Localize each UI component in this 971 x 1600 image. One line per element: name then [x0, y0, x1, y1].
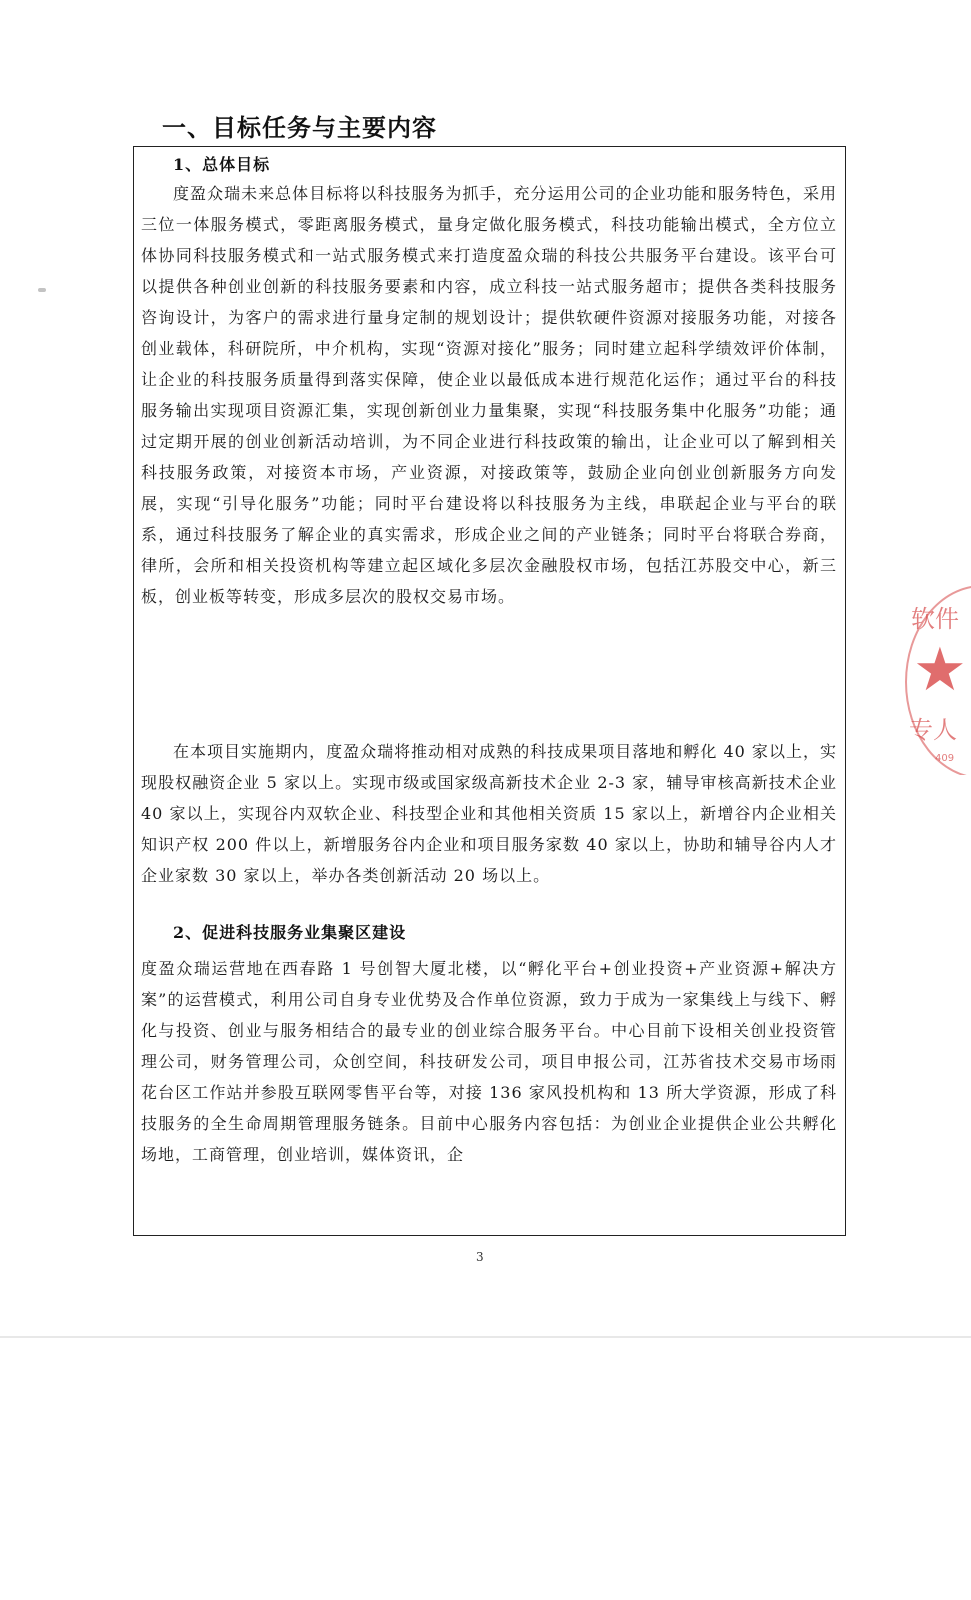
seal-text-bottom: 专人	[909, 716, 957, 744]
scan-edge-line	[0, 1336, 971, 1338]
subsection-title-cluster-construction: 2、促进科技服务业集聚区建设	[173, 923, 407, 942]
section-heading: 一、目标任务与主要内容	[162, 114, 437, 142]
red-seal-stamp	[905, 585, 971, 775]
subsection-title-overall-goal: 1、总体目标	[173, 155, 271, 174]
overall-goal-paragraph: 度盈众瑞未来总体目标将以科技服务为抓手，充分运用公司的企业功能和服务特色，采用三位一体服务模式，零距离服务模式，量身定做化服务模式，科技功能输出模式，全方位立体协同科技服务模式和一站式服务模式来打造度盈众瑞的科技公共服务平台建设。该平台可以提供各种创业创新的科技服务要素和内容，成立科技一站式服务超市；提供各类科技服务咨询设计，为客户的需求进行量身定制的规划设计；提供软硬件资源对接服务功能，对接各创业载体，科研院所，中介机构，实现“资源对接化”服务；同时建立起科学绩效评价体制，让企业的科技服务质量得到落实保障，使企业以最低成本进行规范化运作；通过平台的科技服务输出实现项目资源汇集，实现创新创业力量集聚，实现“科技服务集中化服务”功能；通过定期开展的创业创新活动培训，为不同企业进行科技政策的输出，让企业可以了解到相关科技服务政策，对接资本市场，产业资源，对接政策等，鼓励企业向创业创新服务方向发展，实现“引导化服务”功能；同时平台建设将以科技服务为主线，串联起企业与平台的联系，通过科技服务了解企业的真实需求，形成企业之间的产业链条；同时平台将联合券商，律所，会所和相关投资机构等建立起区域化多层次金融股权市场，包括江苏股交中心，新三板，创业板等转变，形成多层次的股权交易市场。	[141, 184, 837, 606]
cluster-construction-paragraph: 度盈众瑞运营地在西春路 1 号创智大厦北楼，以“孵化平台+创业投资+产业资源+解决方案”的运营模式，利用公司自身专业优势及合作单位资源，致力于成为一家集线上与线下、孵化与投资、创业与服务相结合的最专业的创业综合服务平台。中心目前下设相关创业投资管理公司，财务管理公司，众创空间，科技研发公司，项目申报公司，江苏省技术交易市场雨花台区工作站并参股互联网零售平台等，对接 136 家风投机构和 13 所大学资源，形成了科技服务的全生命周期管理服务链条。目前中心服务内容包括：为创业企业提供企业公共孵化场地，工商管理，创业培训，媒体资讯，企	[141, 959, 837, 1164]
seal-text-top: 软件	[911, 605, 959, 633]
scan-smudge	[38, 288, 46, 292]
seal-number: 409	[935, 753, 955, 764]
seal-star-icon: ★	[913, 635, 967, 705]
page-number: 3	[476, 1250, 484, 1264]
project-targets-paragraph: 在本项目实施期内，度盈众瑞将推动相对成熟的科技成果项目落地和孵化 40 家以上，实现股权融资企业 5 家以上。实现市级或国家级高新技术企业 2-3 家，辅导审核高新技术企业 40 家以上，实现谷内双软企业、科技型企业和其他相关资质 15 家以上，新增谷内企业相关知识产权 200 件以上，新增服务谷内企业和项目服务家数 40 家以上，协助和辅导谷内人才企业家数 30 家以上，举办各类创新活动 20 场以上。	[141, 742, 837, 885]
